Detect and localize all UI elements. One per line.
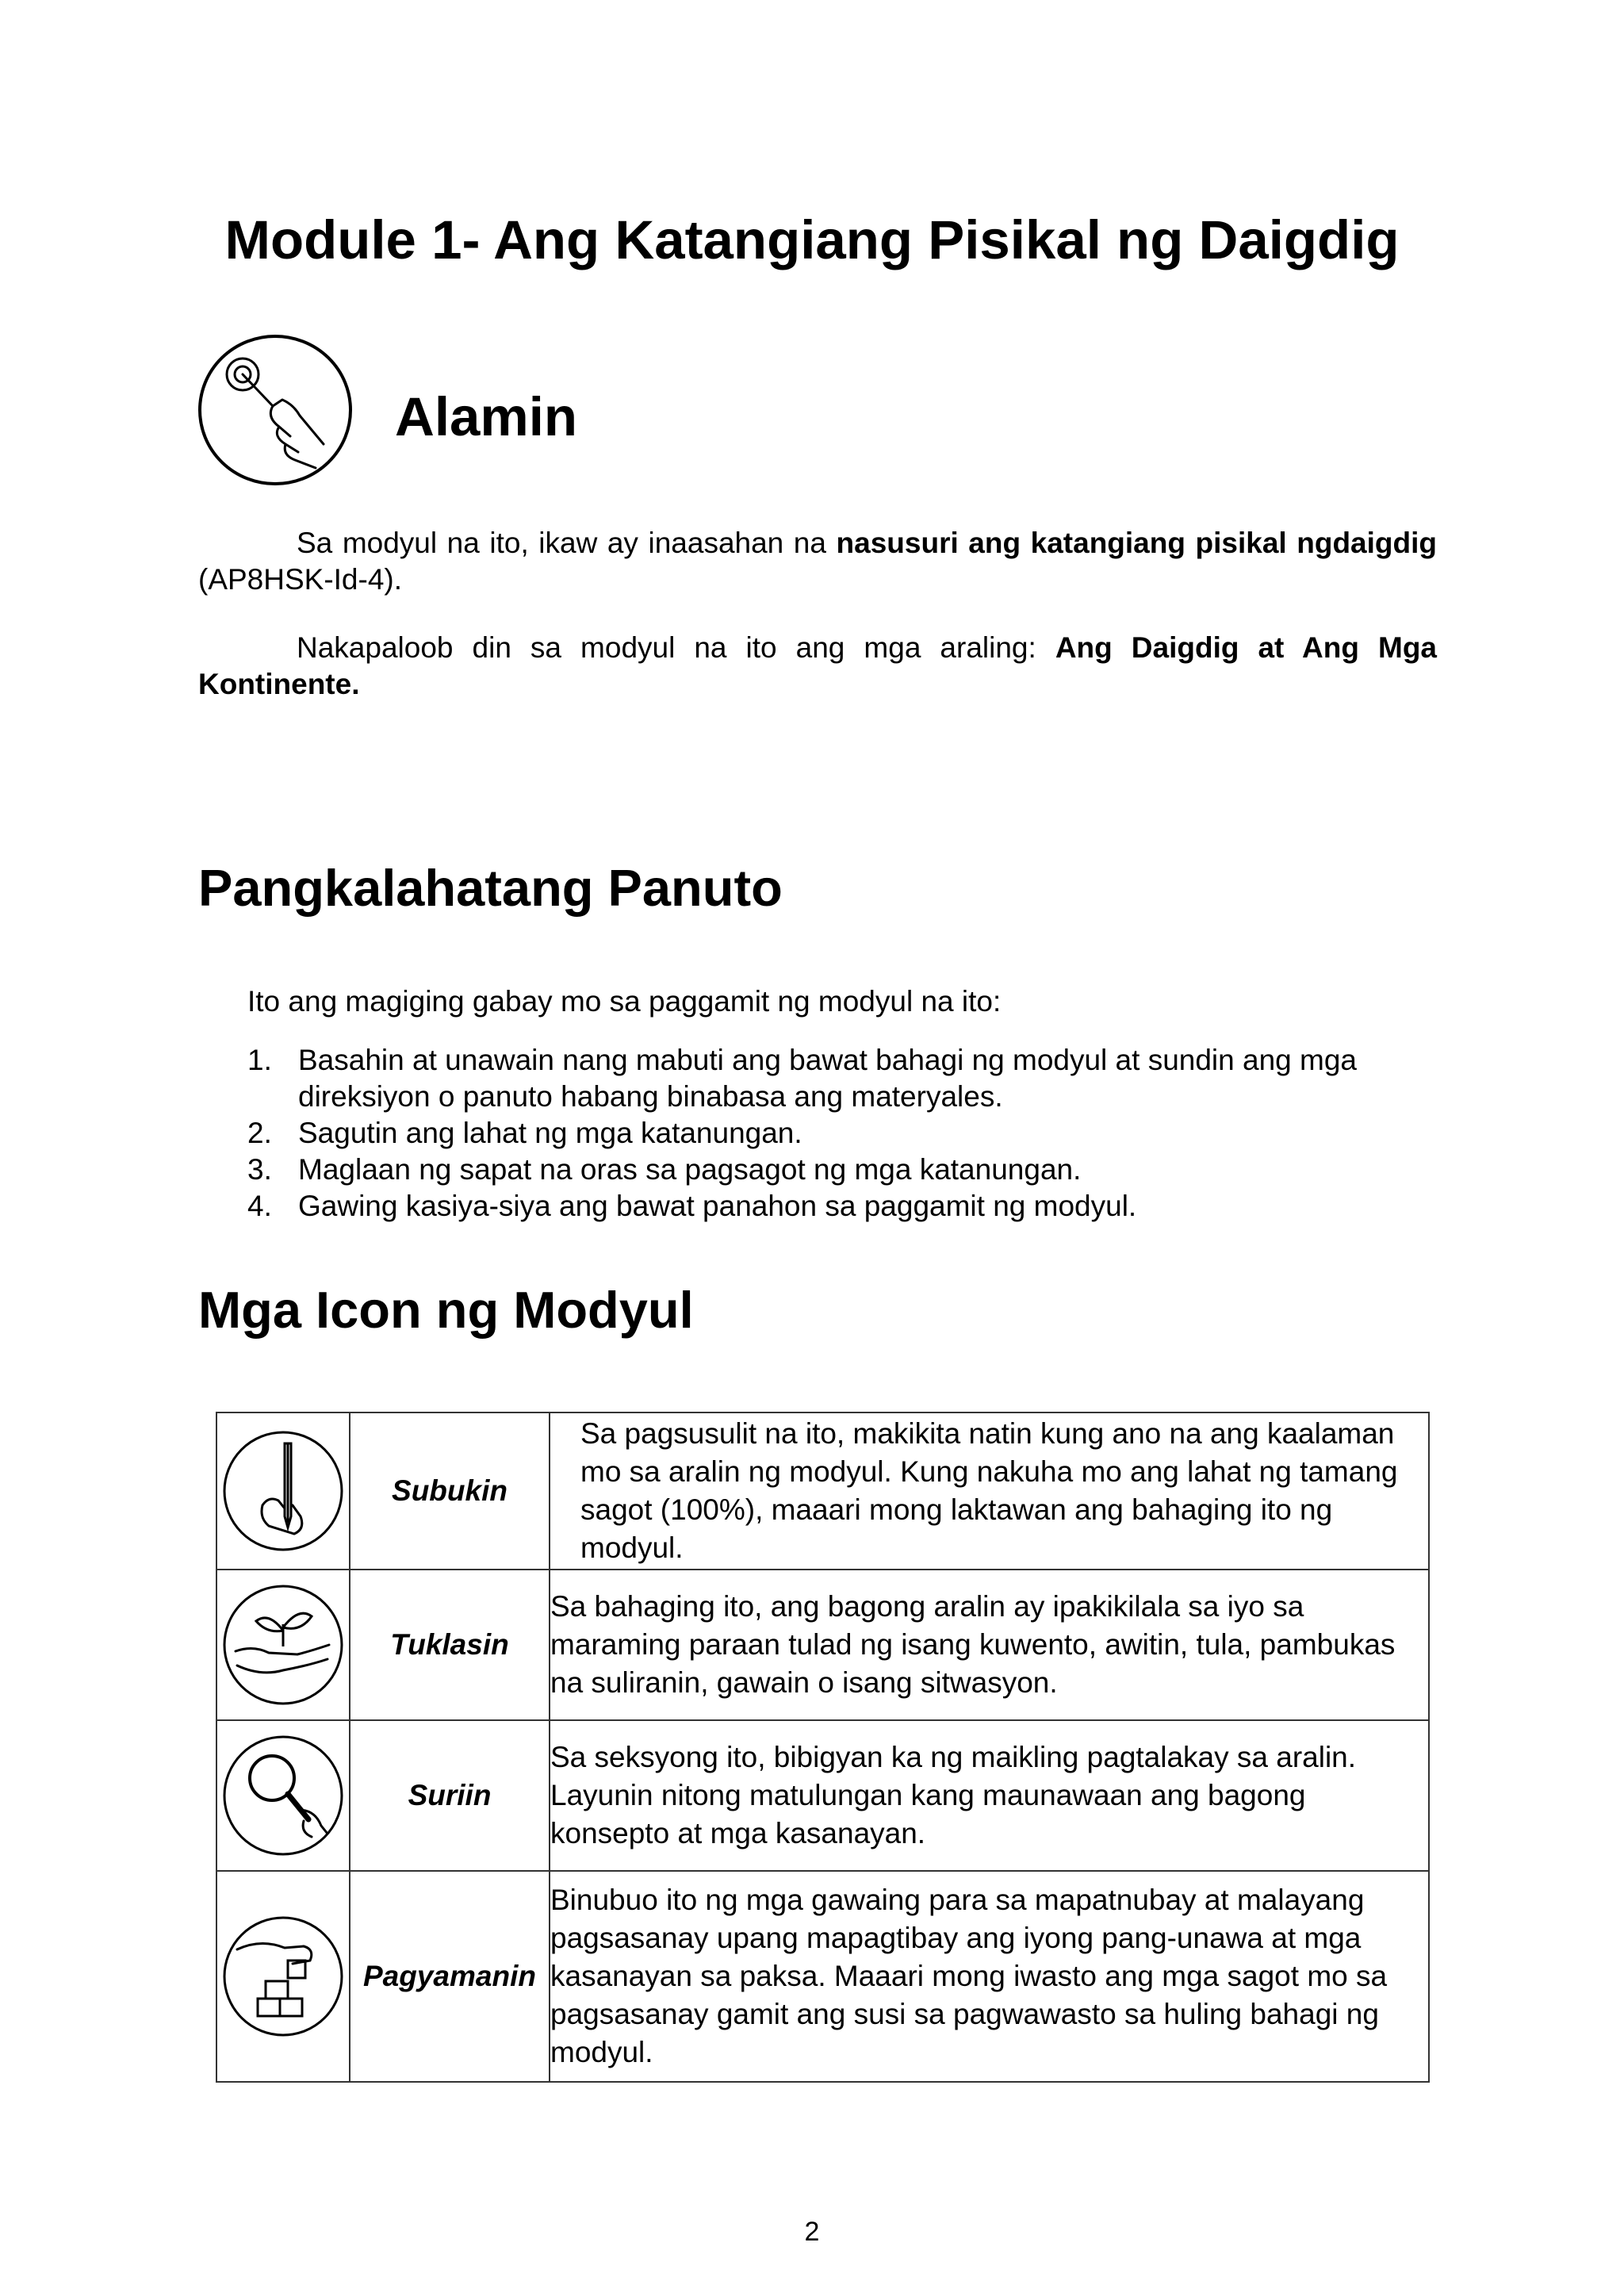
icon-description: Sa pagsusulit na ito, makikita natin kung ano na ang kaalaman mo sa aralin ng modyul. Kung nakuha mo ang lahat ng tamang sagot (100%), maaari mong laktawan ang bahaging ito ng modyul. <box>550 1412 1429 1570</box>
page-title: Module 1- Ang Katangiang Pisikal ng Daigdig <box>224 209 1400 270</box>
hand-pencil-icon <box>216 1412 350 1570</box>
icons-heading: Mga Icon ng Modyul <box>198 1281 694 1339</box>
panuto-intro: Ito ang magiging gabay mo sa paggamit ng modyul na ito: <box>247 985 1002 1018</box>
icon-description: Binubuo ito ng mga gawaing para sa mapatnubay at malayang pagsasanay upang mapagtibay ang iyong pang-unawa at mga kasanayan sa paksa. Maaari mong iwasto ang mga sagot mo sa pagsasanay gamit ang susi sa pagwawasto sa huling bahagi ng modyul. <box>550 1871 1429 2082</box>
table-row <box>216 1871 1429 2082</box>
panuto-heading: Pangkalahatang Panuto <box>198 859 783 917</box>
table-row <box>216 1412 1429 1570</box>
hands-plant-icon <box>216 1570 350 1720</box>
icon-label: Pagyamanin <box>350 1871 550 2082</box>
list-item: 2. Sagutin ang lahat ng mga katanungan. <box>247 1117 802 1149</box>
list-item: 1. Basahin at unawain nang mabuti ang bawat bahagi ng modyul at sundin ang mga direksiyon o panuto habang binabasa ang materyales. <box>247 1044 1357 1113</box>
list-item: 3. Maglaan ng sapat na oras sa pagsagot ng mga katanungan. <box>247 1153 1082 1186</box>
table-row <box>216 1570 1429 1720</box>
icon-description: Sa seksyong ito, bibigyan ka ng maikling pagtalakay sa aralin. Layunin nitong matulungan kang maunawaan ang bagong konsepto at mga kasanayan. <box>550 1720 1429 1871</box>
alamin-heading: Alamin <box>395 386 578 447</box>
hand-blocks-icon <box>216 1871 350 2082</box>
icon-description: Sa bahaging ito, ang bagong aralin ay ipakikilala sa iyo sa maraming paraan tulad ng isang kuwento, awitin, tula, pambukas na suliranin, gawain o isang sitwasyon. <box>550 1570 1429 1720</box>
magnifying-glass-icon <box>216 1720 350 1871</box>
icon-label: Tuklasin <box>350 1570 550 1720</box>
alamin-paragraph-2: Nakapaloob din sa modyul na ito ang mga araling: Ang Daigdig at Ang Mga Kontinente. <box>198 631 1437 700</box>
lesson-names: Ang Daigdig at Ang Mga Kontinente. <box>198 631 1437 700</box>
pointing-hand-icon <box>197 333 354 487</box>
list-item: 4. Gawing kasiya-siya ang bawat panahon sa paggamit ng modyul. <box>247 1190 1137 1222</box>
table-row <box>216 1720 1429 1871</box>
icons-table <box>216 1412 1430 2083</box>
alamin-paragraph-1: Sa modyul na ito, ikaw ay inaasahan na nasusuri ang katangiang pisikal ngdaigdig (AP8HSK-Id-4). <box>198 527 1437 596</box>
instruction-list <box>247 1042 1437 1225</box>
competency-text: nasusuri ang katangiang pisikal ngdaigdig <box>836 527 1437 559</box>
page-number: 2 <box>804 2217 820 2247</box>
icon-label: Subukin <box>350 1412 550 1570</box>
icon-label: Suriin <box>350 1720 550 1871</box>
